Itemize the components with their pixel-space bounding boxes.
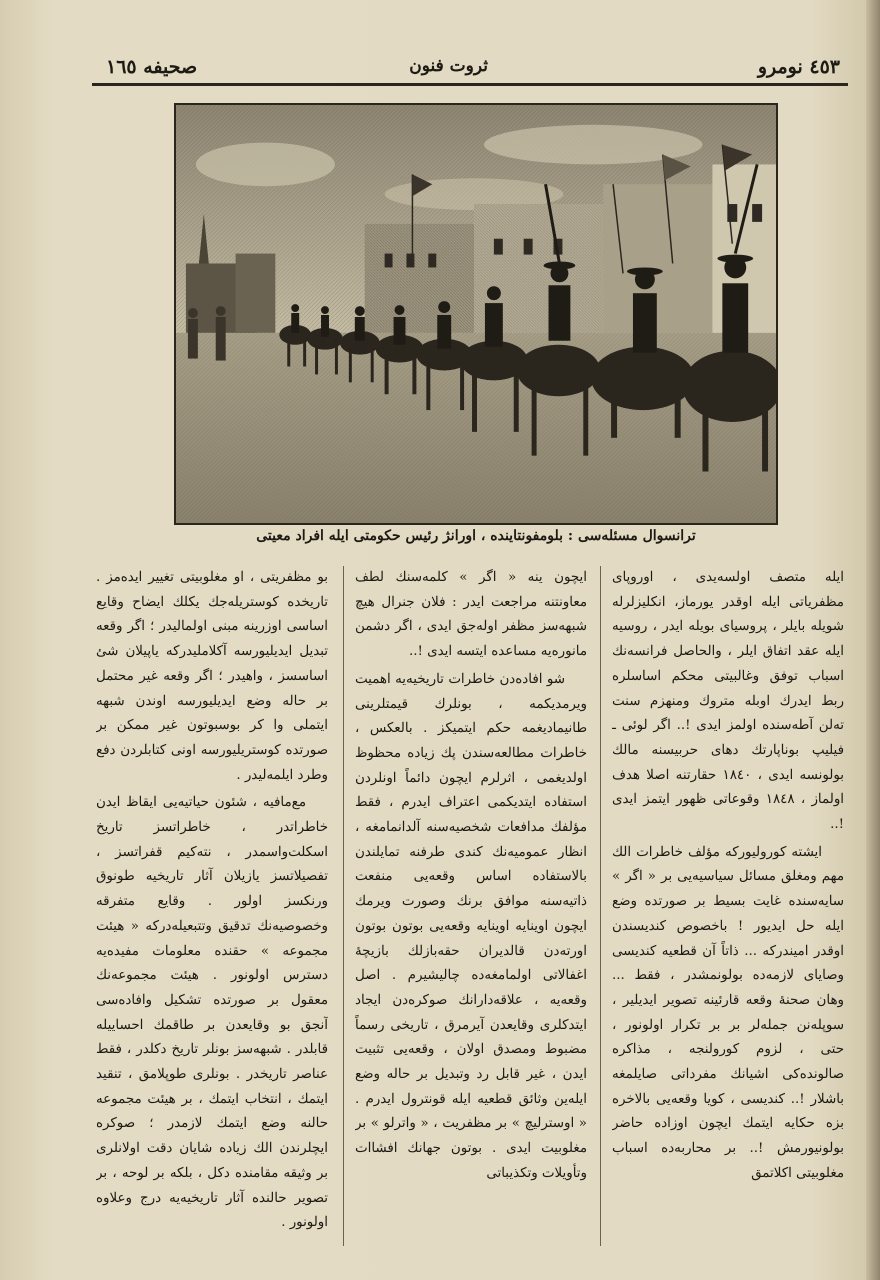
text-column-right <box>612 566 844 1246</box>
paragraph: مع‌مافیه ، شئون حیاتیه‌یی ایقاظ ایدن خاطراتدر ، خاطراتسز تاریخ اسکلت‌واسمدر ، نته‌کیم قفراتسز ، تفصیلاتسز یازیلان آثار تاریخیه طونوق ورنکسز اولور . وقایع متفرقه وخصوصیه‌نك تدقیق وتتبعیله‌درکه « هیئت مجموعه » حقنده معلومات مفیده‌یه دسترس اولونور . هیئت مجموعه‌نك معقول بر صورتده تشکیل وافاده‌سی آنجق بو وقایعدن بر طاقمك احساییله قابلدر . شبهه‌سز بونلر تاریخ دکلدر ، فقط عناصر تاریخدر . بونلری طوپلامق ، تنقید ایتمك ، انتخاب ایتمك ، بر هیئت مجموعه حالنه وضع ایتمك لازمدر ؛ صوکره ایچلرندن الك زیاده شایان دقت اولانلری بر وثیقه مقامنده دکل ، بلکه بر لوحه ، بر تصویر حالنده آثار تاریخیه‌یه درج وعلاوه اولونور . <box>96 795 328 1231</box>
page-header <box>92 52 848 86</box>
text-column-middle <box>355 566 587 1246</box>
paragraph: شو افاده‌دن خاطرات تاریخیه‌یه اهمیت ویرمدیکمه ، بونلرك قیمتلرینی طانیمادیغمه حکم ایتمیکز . بالعکس ، خاطرات مطالعه‌سندن پك زیاده محظوظ اولدیغمی ، اثرلرم ایچون دائماً اونلردن استفاده ایتدیکمی اعتراف ایدرم ، فقط مؤلفك مدافعات شخصیه‌سنه آلدانمامغه ، انظار عمومیه‌نك کندی طرفنه تمایلندن بالاستفاده اساس وقعه‌یی منفعت ذاتیه‌سنه موافق برنك وصورت ویرمك ایچون اوینایه اوینایه وقعه‌یی بوتون بوتون اورته‌دن قالدیران حقه‌بازلك بازیچهٔ اغفالاتی اولمامغه‌ده چالیشیرم . اصل وقعه‌یه ، علاقه‌دارانك صوکره‌دن ایجاد ایتدکلری وقایعدن آیرمرق ، تاریخی رسماً مضبوط ومصدق اولان ، وقعه‌یی تثبیت ایدن ، غیر قابل رد وتبدیل بر حاله وضع ایله‌ین وثائق قطعیه ایله قونترول ایدرم . « اوسترلیچ » بر مظفریت ، « واترلو » بر مغلوبیت ایدی . بوتون جهانك افشاات وتأویلات وتکذیباتی <box>355 671 587 1181</box>
paragraph: ایله متصف اولسه‌یدی ، اوروپای مظفریاتی ایله اوقدر یورماز، انکلیزلرله شویله بایلر ، پروسیای بویله ایدر ، روسیه ایله عقد اتفاق ایلر ، والحاصل فرانسه‌نك اسباب توفق وغالبیتی محکم اساسلره ربط ایدرك اوبله متروك ومنهزم سنت تەلن آطه‌سنده اولمز ایدی !.. اگر لوئی ـ فیلیپ بوناپارتك دهای حربیسنه مالك بولونسه ایدی ، ١٨٤٠ حقارتنه اصلا هدف اولماز ، ١٨٤٨ وقوعاتی ظهور ایتمز ایدی !.. <box>612 570 844 833</box>
figure-caption: ترانسوال مسئله‌سی : بلومفونتاینده ، اورانژ رئیس حکومتی ایله افراد معیتی <box>256 528 696 544</box>
header-rule <box>92 83 848 86</box>
paragraph: بو مظفریتی ، او مغلوبیتی تغییر ایده‌مز . تاریخده کوستریله‌جك یکلك ایضاح وقایع اساسی اوزرینه مبنی اولمالیدر ؛ اگر وقعه تبدیل ایدیلیورسه آکلاملیدرکه یاپیلان شئ اساسسز ، واهیدر ؛ اگر وقعه غیر محتمل بر حاله وضع ایدیلیورسه اوندن شبهه ایتملی وا کر بوسبوتون غیر ممکن بر صورتده کوستریلیورسه اونی کتابلردن دفع وطرد ایلمه‌لیدر . <box>96 570 328 783</box>
journal-title: ثروت فنون <box>409 56 488 76</box>
column-divider <box>343 566 344 1246</box>
paragraph: ایشته کورولیورکه مؤلف خاطرات الك مهم ومغلق مسائل سیاسیه‌یی بر « اگر » سایه‌سنده غایت بسیط بر صورتده وضع ایله حل ایدیور ! باخصوص کندیسندن اوقدر امیندرکه ... ذاتاً آن قطعیه کندیسی وصایای لازمه‌ده بولونمشدر ، فقط ... وهان صحنهٔ وقعه قارئینه تصویر ایدیلیر ، سوپله‌نن جمله‌لر بر بر تکرار اولونور ، حتی ، لزوم کورولنجه ، مذاکره صالونده‌کی اشیانك مفرداتی صایلمغه باشلار !.. کندیسی ، کویا وقعه‌یی بالاخره بزه حکایه ایتمك ایچون اوزاده حاضر بولونیورمش !.. بر محاربه‌ده اسباب مغلوبیتی اکلاتمق <box>612 844 844 1181</box>
engraving-drawing <box>176 105 776 523</box>
paragraph: ایچون ینه « اگر » کلمه‌سنك لطف معاونتنه مراجعت ایدر : فلان جنرال هیچ شبهه‌سز مظفر اوله‌جق ایدی ، اگر دشمن مانوره‌یه مساعده ایتسه ایدی !.. <box>355 570 587 660</box>
column-divider <box>600 566 601 1246</box>
text-column-left <box>96 566 328 1246</box>
issue-number: ٤٥٣ نومرو <box>757 56 840 78</box>
page-spine <box>866 0 880 1280</box>
page-number: صحیفه ١٦٥ <box>106 56 198 78</box>
engraving-illustration <box>174 103 778 525</box>
